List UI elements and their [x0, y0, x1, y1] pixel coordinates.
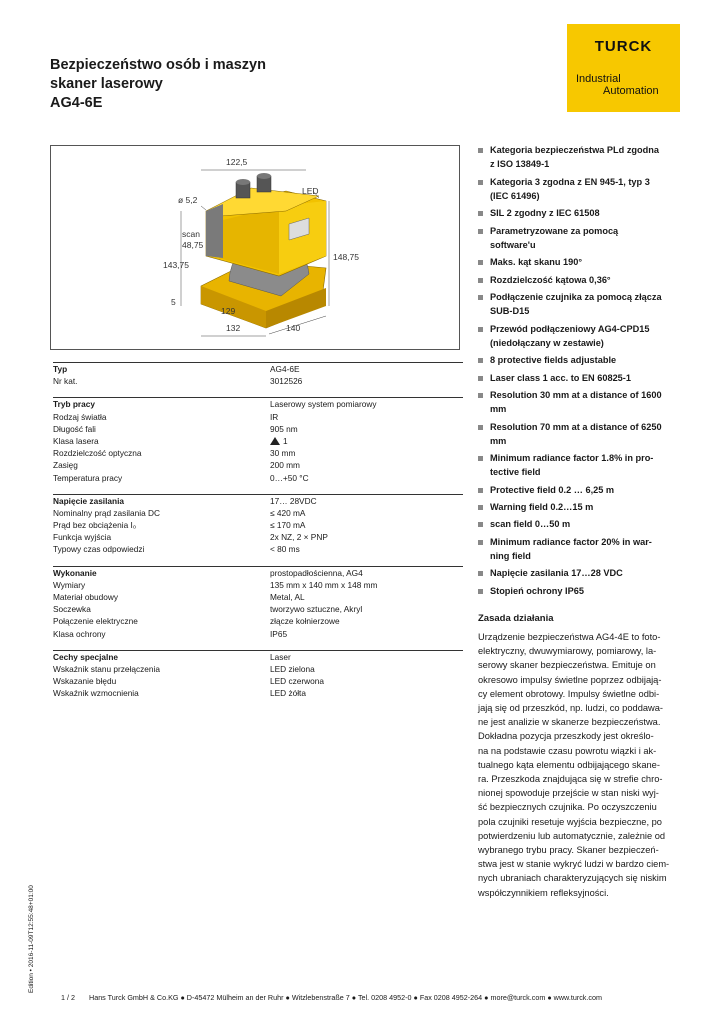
feature-text: z ISO 13849-1: [490, 159, 550, 170]
feature-text: Minimum radiance factor 1.8% in pro-: [490, 453, 654, 464]
spec-row: Wskaźnik stanu przełączenia LED zielona: [53, 663, 315, 674]
feature-text: Podłączenie czujnika za pomocą złącza: [490, 291, 662, 302]
spec-group-power: [53, 494, 463, 556]
principle-line: jają się od przeszkód, np. ludzi, co poddawa-: [478, 703, 664, 714]
logo-tagline-2: Automation: [603, 85, 659, 97]
principle-line: elektryczny, dwuwymiarowy, pomiarowy, la-: [478, 646, 657, 657]
principle-line: ra. Przeszkoda znajdująca się w strefie chro-: [478, 774, 663, 785]
title-line-3: AG4-6E: [50, 95, 103, 111]
feature-item: [478, 483, 678, 497]
feature-item: [478, 224, 678, 252]
bullet-square-icon: [478, 425, 483, 430]
spec-row: Soczewka tworzywo sztuczne, Akryl: [53, 604, 363, 615]
feature-text: tective field: [490, 467, 541, 478]
spec-row: Klasa lasera 1: [53, 435, 288, 446]
feature-text: Parametryzowane za pomocą: [490, 225, 619, 236]
feature-item: [478, 566, 678, 580]
spec-row: Długość fali 905 nm: [53, 423, 298, 434]
spec-row: Typ AG4-6E: [53, 364, 300, 374]
feature-text: software'u: [490, 239, 536, 250]
spec-row: Prąd bez obciążenia I₀ ≤ 170 mA: [53, 520, 306, 531]
dim-label-129: 129: [221, 306, 236, 316]
dim-label-122-5: 122,5: [226, 157, 248, 167]
feature-item: [478, 371, 678, 385]
principle-text: [478, 630, 678, 900]
spec-row: Klasa ochrony IP65: [53, 628, 288, 639]
principle-line: stwa jest w stanie wykryć ludzi w bardzo ciem-: [478, 859, 670, 870]
feature-text: Minimum radiance factor 20% in war-: [490, 536, 652, 547]
bullet-square-icon: [478, 295, 483, 300]
title-line-1: Bezpieczeństwo osób i maszyn: [50, 57, 266, 73]
feature-text: Maks. kąt skanu 190°: [490, 257, 583, 268]
bullet-square-icon: [478, 211, 483, 216]
dim-label-143-75: 143,75: [163, 260, 189, 270]
bullet-square-icon: [478, 488, 483, 493]
logo-wordmark: TURCK: [594, 38, 653, 55]
bullet-square-icon: [478, 148, 483, 153]
page-footer: [61, 993, 602, 1002]
feature-item: [478, 290, 678, 318]
dim-label-48-75: 48,75: [182, 240, 204, 250]
spec-table: [53, 362, 463, 710]
spec-row: Rozdzielczość optyczna 30 mm: [53, 448, 296, 459]
feature-text: (niedołączany w zestawie): [490, 337, 604, 348]
principle-line: wybranego trybu pracy. Skaner bezpieczeń-: [478, 845, 659, 856]
feature-list: [478, 143, 678, 601]
feature-item: [478, 388, 678, 416]
dim-label-148-75: 148,75: [333, 252, 359, 262]
feature-item: [478, 143, 678, 171]
bullet-square-icon: [478, 505, 483, 510]
principle-line: na na podstawie czasu powrotu wiązki i ak-: [478, 745, 657, 756]
spec-row: Połączenie elektryczne złącze kołnierzowe: [53, 616, 340, 627]
principle-line: ść bezpiecznych czujnika. Po oczyszczeniu: [478, 802, 657, 813]
bullet-square-icon: [478, 571, 483, 576]
feature-text: Stopień ochrony IP65: [490, 585, 584, 596]
principle-line: potwierdzeniu lub automatycznie, zależnie od: [478, 830, 666, 841]
laser-warning-icon: [270, 437, 280, 445]
principle-line: tualnego kąta elementu odbijającego skane-: [478, 759, 660, 770]
dim-label-132: 132: [226, 323, 241, 333]
page-number: 1 / 2: [61, 993, 75, 1002]
edition-stamp: Edition • 2016-11-09T12:55:48+01:00: [28, 885, 35, 993]
spec-row: Rodzaj światła IR: [53, 411, 279, 422]
feature-text: Kategoria 3 zgodna z EN 945-1, typ 3: [490, 176, 650, 187]
bullet-square-icon: [478, 260, 483, 265]
company-address: Hans Turck GmbH & Co.KG ● D-45472 Mülheim an der Ruhr ● Witzlebenstraße 7 ● Tel. 0208 4952-0 ● Fax 0208 4952-264 ● more@turck.com ● www.turck.com: [89, 993, 602, 1002]
spec-row: Nr kat. 3012526: [53, 376, 303, 387]
feature-item: [478, 353, 678, 367]
dim-label-5: 5: [171, 297, 176, 307]
principle-line: Urządzenie bezpieczeństwa AG4-4E to foto-: [478, 632, 661, 642]
feature-text: ning field: [490, 551, 531, 562]
feature-text: Rozdzielczość kątowa 0,36°: [490, 274, 611, 285]
feature-text: 8 protective fields adjustable: [490, 355, 617, 366]
bullet-square-icon: [478, 540, 483, 545]
spec-row: Napięcie zasilania 17… 28VDC: [53, 495, 317, 506]
feature-text: (IEC 61496): [490, 190, 540, 201]
bullet-square-icon: [478, 393, 483, 398]
principle-line: pola czujniki resetuje wyjścia bezpieczne, po: [478, 816, 662, 827]
led-label: LED: [302, 186, 319, 196]
feature-text: SIL 2 zgodny z IEC 61508: [490, 208, 600, 219]
feature-text: scan field 0…50 m: [490, 519, 571, 530]
principle-line: nych ubraniach charakteryzujących się niskim: [478, 873, 667, 884]
bullet-square-icon: [478, 327, 483, 332]
principle-line: Dokładna pozycja przeszkody jest określo-: [478, 731, 654, 742]
document-title: [50, 56, 266, 113]
principle-line: nionej spowoduje przejście w stan niski wyj-: [478, 788, 659, 799]
feature-item: [478, 206, 678, 220]
feature-item: [478, 584, 678, 598]
spec-row: Wskazanie błędu LED czerwona: [53, 676, 324, 687]
spec-group-design: [53, 566, 463, 640]
feature-item: [478, 500, 678, 514]
logo-tagline: [576, 73, 659, 97]
bullet-square-icon: [478, 456, 483, 461]
spec-group-special: [53, 650, 463, 700]
feature-item: [478, 255, 678, 269]
scan-label: scan: [182, 229, 200, 239]
feature-text: mm: [490, 435, 507, 446]
spec-row: Zasięg 200 mm: [53, 460, 300, 471]
feature-text: SUB-D15: [490, 306, 530, 317]
bullet-square-icon: [478, 358, 483, 363]
spec-row: Wskaźnik wzmocnienia LED żółta: [53, 688, 306, 699]
spec-row: Materiał obudowy Metal, AL: [53, 592, 305, 602]
feature-text: Napięcie zasilania 17…28 VDC: [490, 568, 623, 579]
feature-text: Kategoria bezpieczeństwa PLd zgodna: [490, 145, 659, 155]
spec-group-operation: [53, 397, 463, 483]
feature-item: [478, 535, 678, 563]
feature-text: Resolution 70 mm at a distance of 6250: [490, 421, 662, 432]
bullet-square-icon: [478, 589, 483, 594]
bullet-square-icon: [478, 376, 483, 381]
principle-line: cy element obrotowy. Impulsy świetlne odbi-: [478, 688, 660, 699]
dim-label-140: 140: [286, 323, 301, 333]
logo-tagline-1: Industrial: [576, 73, 621, 85]
principle-line: serowy skaner bezpieczeństwa. Emituje on: [478, 660, 656, 671]
principle-line: ne jest analizie w skanerze bezpieczeństwa.: [478, 717, 661, 728]
bullet-square-icon: [478, 522, 483, 527]
spec-group-type: [53, 362, 463, 387]
bullet-square-icon: [478, 180, 483, 185]
spec-row: Tryb pracy Laserowy system pomiarowy: [53, 399, 377, 410]
spec-row: Wykonanie prostopadłościenna, AG4: [53, 567, 363, 578]
feature-text: Laser class 1 acc. to EN 60825-1: [490, 372, 631, 383]
principle-heading: Zasada działania: [478, 613, 554, 624]
turck-logo: [567, 24, 680, 112]
spec-row: Funkcja wyjścia 2x NZ, 2 × PNP: [53, 532, 328, 543]
scanner-illustration: [51, 146, 461, 351]
feature-item: [478, 322, 678, 350]
feature-item: [478, 451, 678, 479]
feature-item: [478, 517, 678, 531]
feature-item: [478, 273, 678, 287]
feature-text: Przewód podłączeniowy AG4-CPD15: [490, 323, 650, 334]
spec-row: Cechy specjalne Laser: [53, 651, 291, 662]
feature-text: mm: [490, 404, 507, 415]
product-drawing: [50, 145, 460, 350]
principle-line: okresowo impulsy świetlne poprzez odbijają-: [478, 674, 662, 685]
bullet-square-icon: [478, 229, 483, 234]
spec-row: Wymiary 135 mm x 140 mm x 148 mm: [53, 579, 378, 590]
title-line-2: skaner laserowy: [50, 76, 163, 92]
principle-line: współczynnikiem refleksyjności.: [478, 887, 609, 898]
spec-row: Typowy czas odpowiedzi < 80 ms: [53, 544, 300, 555]
feature-text: Protective field 0.2 … 6,25 m: [490, 484, 615, 495]
feature-text: Resolution 30 mm at a distance of 1600: [490, 389, 662, 400]
feature-item: [478, 175, 678, 203]
dim-label-diameter: ø 5,2: [178, 195, 198, 205]
spec-row: Nominalny prąd zasilania DC ≤ 420 mA: [53, 507, 306, 518]
feature-item: [478, 420, 678, 448]
spec-row: Temperatura pracy 0…+50 °C: [53, 472, 309, 483]
feature-text: Warning field 0.2…15 m: [490, 502, 594, 513]
bullet-square-icon: [478, 278, 483, 283]
